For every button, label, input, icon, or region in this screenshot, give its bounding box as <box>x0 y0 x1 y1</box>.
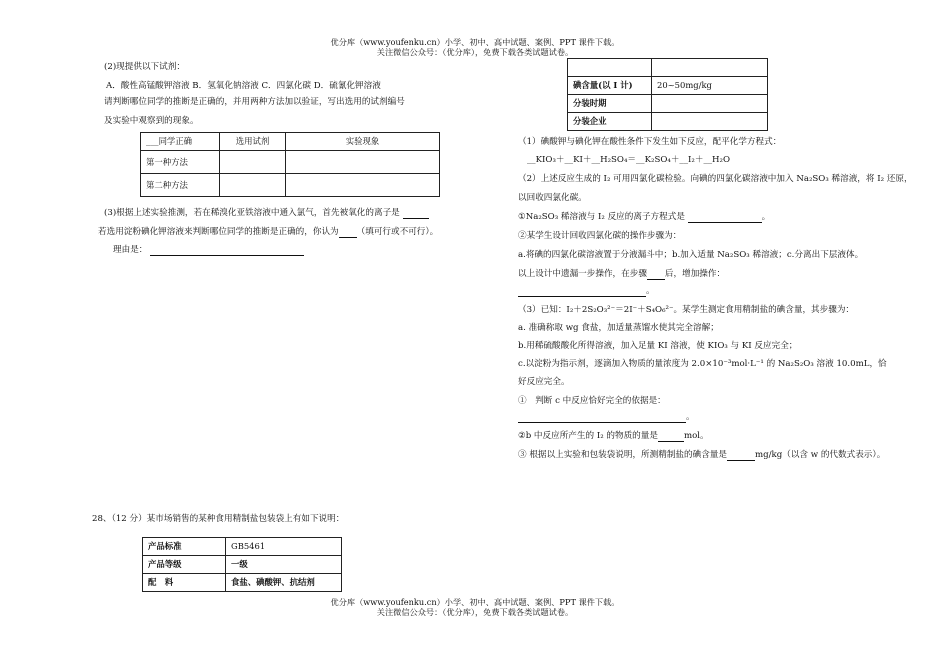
table-header-row <box>141 133 440 151</box>
right-p2-line2: 以回收四氯化碳。 <box>518 193 587 203</box>
row-label-method1: 第一种方法 <box>141 151 220 174</box>
right-p2-q1: ①Na₂SO₃ 稀溶液与 I₂ 反应的离子方程式是 。 <box>518 212 771 222</box>
label-cell <box>568 59 652 77</box>
row-label-method2: 第二种方法 <box>141 174 220 197</box>
q3-line2-hint: （填可行或不可行）。 <box>356 227 439 237</box>
table-row <box>143 556 342 574</box>
q3-line2 <box>98 227 438 238</box>
table-row <box>568 95 768 113</box>
table-row <box>141 174 440 197</box>
right-p2-line1: （2）上述反应生成的 I₂ 可用四氯化碳检验。向碘的四氯化碳溶液中加入 Na₂SO₃ 稀溶液，将 I₂ 还原， <box>518 174 913 184</box>
q2-title: (2)现提供以下试剂： <box>104 62 185 72</box>
table-row <box>568 59 768 77</box>
right-p1: （1）碘酸钾与碘化钾在酸性条件下发生如下反应，配平化学方程式： <box>518 137 782 147</box>
footer-line-2: 关注微信公众号：（优分库），免费下载各类试题试卷。 <box>376 607 574 617</box>
value-cell: 一级 <box>226 556 342 574</box>
salt-label-table <box>142 537 342 592</box>
right-p2-q2: ②某学生设计回收四氯化碳的操作步骤为： <box>518 231 682 241</box>
reason-label: 理由是： <box>113 245 148 255</box>
header-cell-phenomenon: 实验现象 <box>286 133 440 151</box>
table-row <box>143 538 342 556</box>
table-row <box>568 77 768 95</box>
label-cell: 产品标准 <box>143 538 226 556</box>
equation-1: __KIO₃＋__KI＋__H₂SO₄＝__K₂SO₄＋__I₂＋__H₂O <box>527 155 731 165</box>
right-p3-q1-answer-line: 。 <box>518 412 695 423</box>
right-p3-q2-b: mol。 <box>683 431 709 441</box>
q2-instruction-line2: 及实验中观察到的现象。 <box>104 116 199 126</box>
answer-blank[interactable] <box>727 451 755 461</box>
answer-blank[interactable] <box>658 432 684 442</box>
label-cell: 分装时期 <box>568 95 652 113</box>
q3-line1 <box>104 208 429 219</box>
right-p3-q3-b: mg/kg（以含 w 的代数式表示）。 <box>754 450 886 460</box>
answer-blank[interactable] <box>403 209 429 219</box>
right-p2-answer-line: 。 <box>518 286 655 297</box>
answer-blank[interactable] <box>150 246 304 256</box>
header-line-1: 优分库（www.youfenku.cn）小学、初中、高中试题、案例、PPT 课件下载。 <box>330 37 620 47</box>
q3-line2-text: 若选用淀粉碘化钾溶液来判断哪位同学的推断是正确的，你认为 <box>98 227 339 237</box>
salt-label-table-continued <box>567 58 768 131</box>
footer-line-1: 优分库（www.youfenku.cn）小学、初中、高中试题、案例、PPT 课件下载。 <box>330 597 620 607</box>
right-p2-missing-b: 后，增加操作： <box>664 269 726 279</box>
answer-blank[interactable] <box>647 270 665 280</box>
answer-cell[interactable] <box>220 174 286 197</box>
method-table <box>140 132 440 197</box>
right-p3-q2-a: ②b 中反应所产生的 I₂ 的物质的量是 <box>518 431 658 441</box>
right-p2-missing-a: 以上设计中遗漏一步操作，在步骤 <box>518 269 647 279</box>
answer-blank[interactable] <box>688 213 762 223</box>
right-p3: （3）已知：I₂＋2S₂O₃²⁻＝2I⁻＋S₄O₆²⁻。某学生测定食用精制盐的碘含量，其步骤为： <box>518 305 855 315</box>
label-cell: 分装企业 <box>568 113 652 131</box>
label-cell: 配 料 <box>143 574 226 592</box>
label-cell: 产品等级 <box>143 556 226 574</box>
answer-cell[interactable] <box>286 174 440 197</box>
value-cell <box>652 59 768 77</box>
reagent-options: A．酸性高锰酸钾溶液 B．氢氧化钠溶液 C．四氯化碳 D．硫氰化钾溶液 <box>106 81 381 91</box>
right-p3-q2 <box>518 431 709 442</box>
q3-line1-text: (3)根据上述实验推测，若在稀溴化亚铁溶液中通入氯气，首先被氧化的离子是 <box>104 208 400 218</box>
answer-blank[interactable] <box>518 287 646 297</box>
table-row <box>141 151 440 174</box>
right-p2-steps: a.将碘的四氯化碳溶液置于分液漏斗中；b.加入适量 Na₂SO₃ 稀溶液；c.分离出下层液体。 <box>518 250 864 260</box>
right-p3-step-c-cont: 好反应完全。 <box>518 377 570 387</box>
value-cell <box>652 95 768 113</box>
answer-blank[interactable] <box>518 413 686 423</box>
table-row <box>143 574 342 592</box>
right-p3-step-c: c.以淀粉为指示剂，逐滴加入物质的量浓度为 2.0×10⁻³mol·L⁻¹ 的 Na₂S₂O₃ 溶液 10.0mL，恰 <box>518 359 887 369</box>
right-p2-q1-text: ①Na₂SO₃ 稀溶液与 I₂ 反应的离子方程式是 <box>518 212 685 222</box>
right-p3-q3 <box>518 450 885 461</box>
value-cell: GB5461 <box>226 538 342 556</box>
right-p3-q1: ① 判断 c 中反应恰好完全的依据是： <box>518 396 666 406</box>
value-cell: 20~50mg/kg <box>652 77 768 95</box>
right-p2-missing <box>518 269 725 280</box>
right-p3-q3-a: ③ 根据以上实验和包装袋说明，所测精制盐的碘含量是 <box>518 450 727 460</box>
answer-cell[interactable] <box>286 151 440 174</box>
answer-blank[interactable] <box>339 228 357 238</box>
value-cell: 食盐、碘酸钾、抗结剂 <box>226 574 342 592</box>
q2-instruction-line1: 请判断哪位同学的推断是正确的，并用两种方法加以验证，写出选用的试剂编号 <box>104 97 405 107</box>
right-p3-step-a: a. 准确称取 wg 食盐，加适量蒸馏水使其完全溶解； <box>518 323 719 333</box>
answer-cell[interactable] <box>220 151 286 174</box>
right-p3-step-b: b.用稀硫酸酸化所得溶液，加入足量 KI 溶液，使 KIO₃ 与 KI 反应完全； <box>518 341 798 351</box>
header-line-2: 关注微信公众号：（优分库），免费下载各类试题试卷。 <box>376 47 574 57</box>
header-cell-student: ___同学正确 <box>141 133 220 151</box>
value-cell <box>652 113 768 131</box>
header-cell-reagent: 选用试剂 <box>220 133 286 151</box>
reason-line <box>113 245 304 256</box>
table-row <box>568 113 768 131</box>
label-cell: 碘含量(以 I 计) <box>568 77 652 95</box>
q28-title: 28、（12 分）某市场销售的某种食用精制盐包装袋上有如下说明： <box>92 514 345 524</box>
